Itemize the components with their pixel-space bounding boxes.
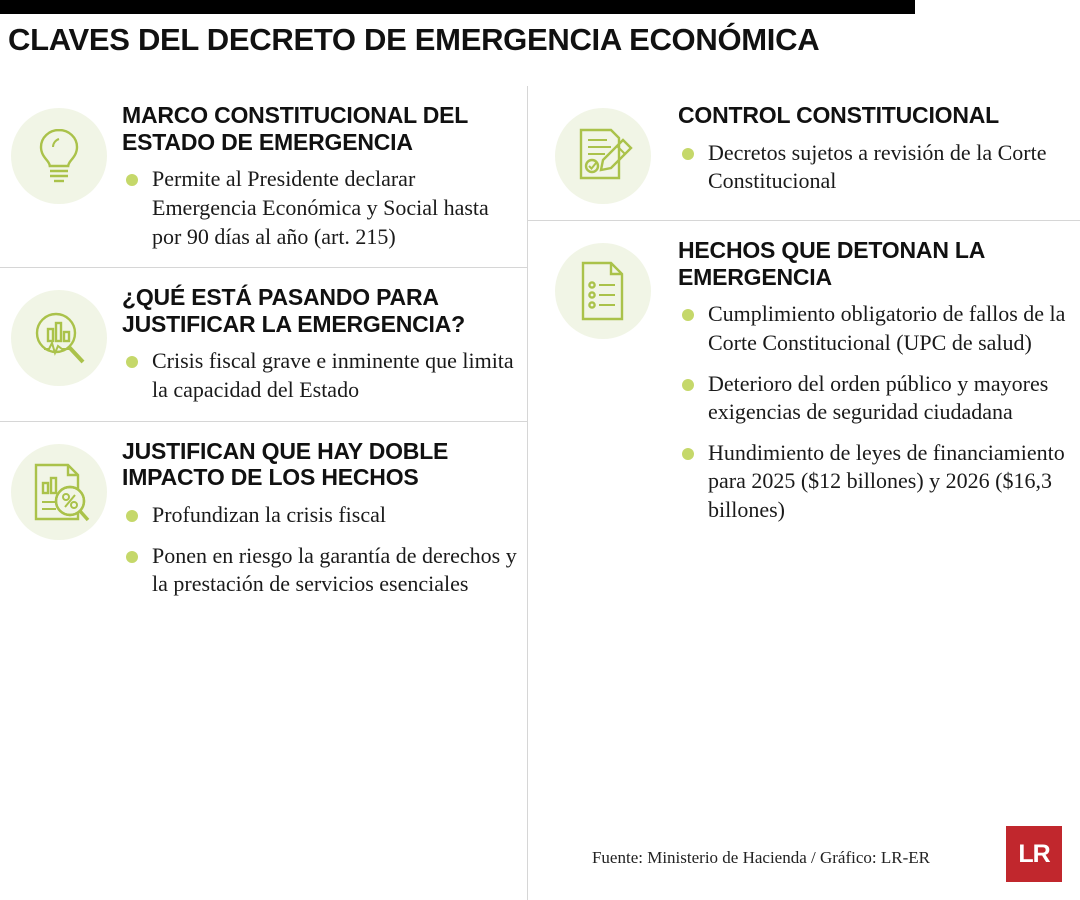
section-heading: HECHOS QUE DETONAN LA EMERGENCIA xyxy=(678,237,985,290)
list-item xyxy=(122,542,517,599)
list-item xyxy=(678,370,1070,427)
document-pen-icon xyxy=(555,108,651,204)
bullet-text: Cumplimiento obligatorio de fallos de la Corte Constitucional (UPC de salud) xyxy=(708,301,1066,355)
bullet-text: Hundimiento de leyes de financiamiento para 2025 ($12 billones) y 2026 ($16,3 billones) xyxy=(708,439,1065,522)
bullet-list xyxy=(678,300,1070,524)
section-text xyxy=(678,237,1070,525)
bullet-list xyxy=(122,501,517,599)
section-heading: JUSTIFICAN QUE HAY DOBLE IMPACTO DE LOS HECHOS xyxy=(122,437,449,491)
bullet-dot-icon xyxy=(126,174,138,186)
source-credit: Fuente: Ministerio de Hacienda / Gráfico: LR-ER xyxy=(591,848,930,867)
page-title: CLAVES DEL DECRETO DE EMERGENCIA ECONÓMICA xyxy=(8,22,820,57)
icon-container xyxy=(0,102,118,204)
bullet-text: Decretos sujetos a revisión de la Corte Constitucional xyxy=(708,139,1047,194)
right-column xyxy=(528,86,1080,541)
section-heading: MARCO CONSTITUCIONAL DEL ESTADO DE EMERGENCIA xyxy=(122,102,468,155)
bullet-list xyxy=(678,139,1070,196)
lr-logo: LR xyxy=(1006,826,1062,882)
section-text xyxy=(118,438,517,599)
bullet-list xyxy=(122,347,517,404)
bullet-dot-icon xyxy=(126,510,138,522)
list-item xyxy=(678,439,1070,525)
bullet-text: Deterioro del orden público y mayores exigencias de seguridad ciudadana xyxy=(708,370,1049,425)
report-magnifier-icon xyxy=(11,444,107,540)
list-item xyxy=(122,347,517,404)
left-column xyxy=(0,86,527,615)
lightbulb-icon xyxy=(11,108,107,204)
list-item xyxy=(678,300,1070,357)
bullet-dot-icon xyxy=(682,148,694,160)
list-item xyxy=(678,139,1070,196)
bullet-dot-icon xyxy=(126,551,138,563)
bullet-text: Profundizan la crisis fiscal xyxy=(152,502,386,527)
icon-container xyxy=(528,102,678,204)
section-doble-impacto xyxy=(0,422,527,615)
section-marco-constitucional xyxy=(0,86,527,267)
section-heading: CONTROL CONSTITUCIONAL xyxy=(678,102,999,128)
section-control-constitucional xyxy=(528,86,1080,220)
top-black-bar xyxy=(0,0,915,14)
bullet-text: Permite al Presidente declarar Emergencia Económica y Social hasta por 90 días al año (art. 215) xyxy=(152,166,489,249)
bullet-dot-icon xyxy=(126,356,138,368)
list-item xyxy=(122,501,517,530)
section-heading: ¿QUÉ ESTÁ PASANDO PARA JUSTIFICAR LA EMERGENCIA? xyxy=(122,284,465,337)
icon-container xyxy=(528,237,678,339)
bullet-list xyxy=(122,165,517,251)
magnifier-chart-icon xyxy=(11,290,107,386)
section-text xyxy=(118,102,517,251)
bullet-dot-icon xyxy=(682,309,694,321)
list-item xyxy=(122,165,517,251)
bullet-dot-icon xyxy=(682,448,694,460)
bullet-text: Crisis fiscal grave e inminente que limita la capacidad del Estado xyxy=(152,348,514,403)
bullet-text: Ponen en riesgo la garantía de derechos y la prestación de servicios esenciales xyxy=(152,542,517,597)
checklist-document-icon xyxy=(555,243,651,339)
section-text xyxy=(678,102,1070,196)
icon-container xyxy=(0,284,118,386)
section-que-esta-pasando xyxy=(0,268,527,421)
section-hechos-detonan xyxy=(528,221,1080,541)
icon-container xyxy=(0,438,118,540)
section-text xyxy=(118,284,517,405)
bullet-dot-icon xyxy=(682,379,694,391)
